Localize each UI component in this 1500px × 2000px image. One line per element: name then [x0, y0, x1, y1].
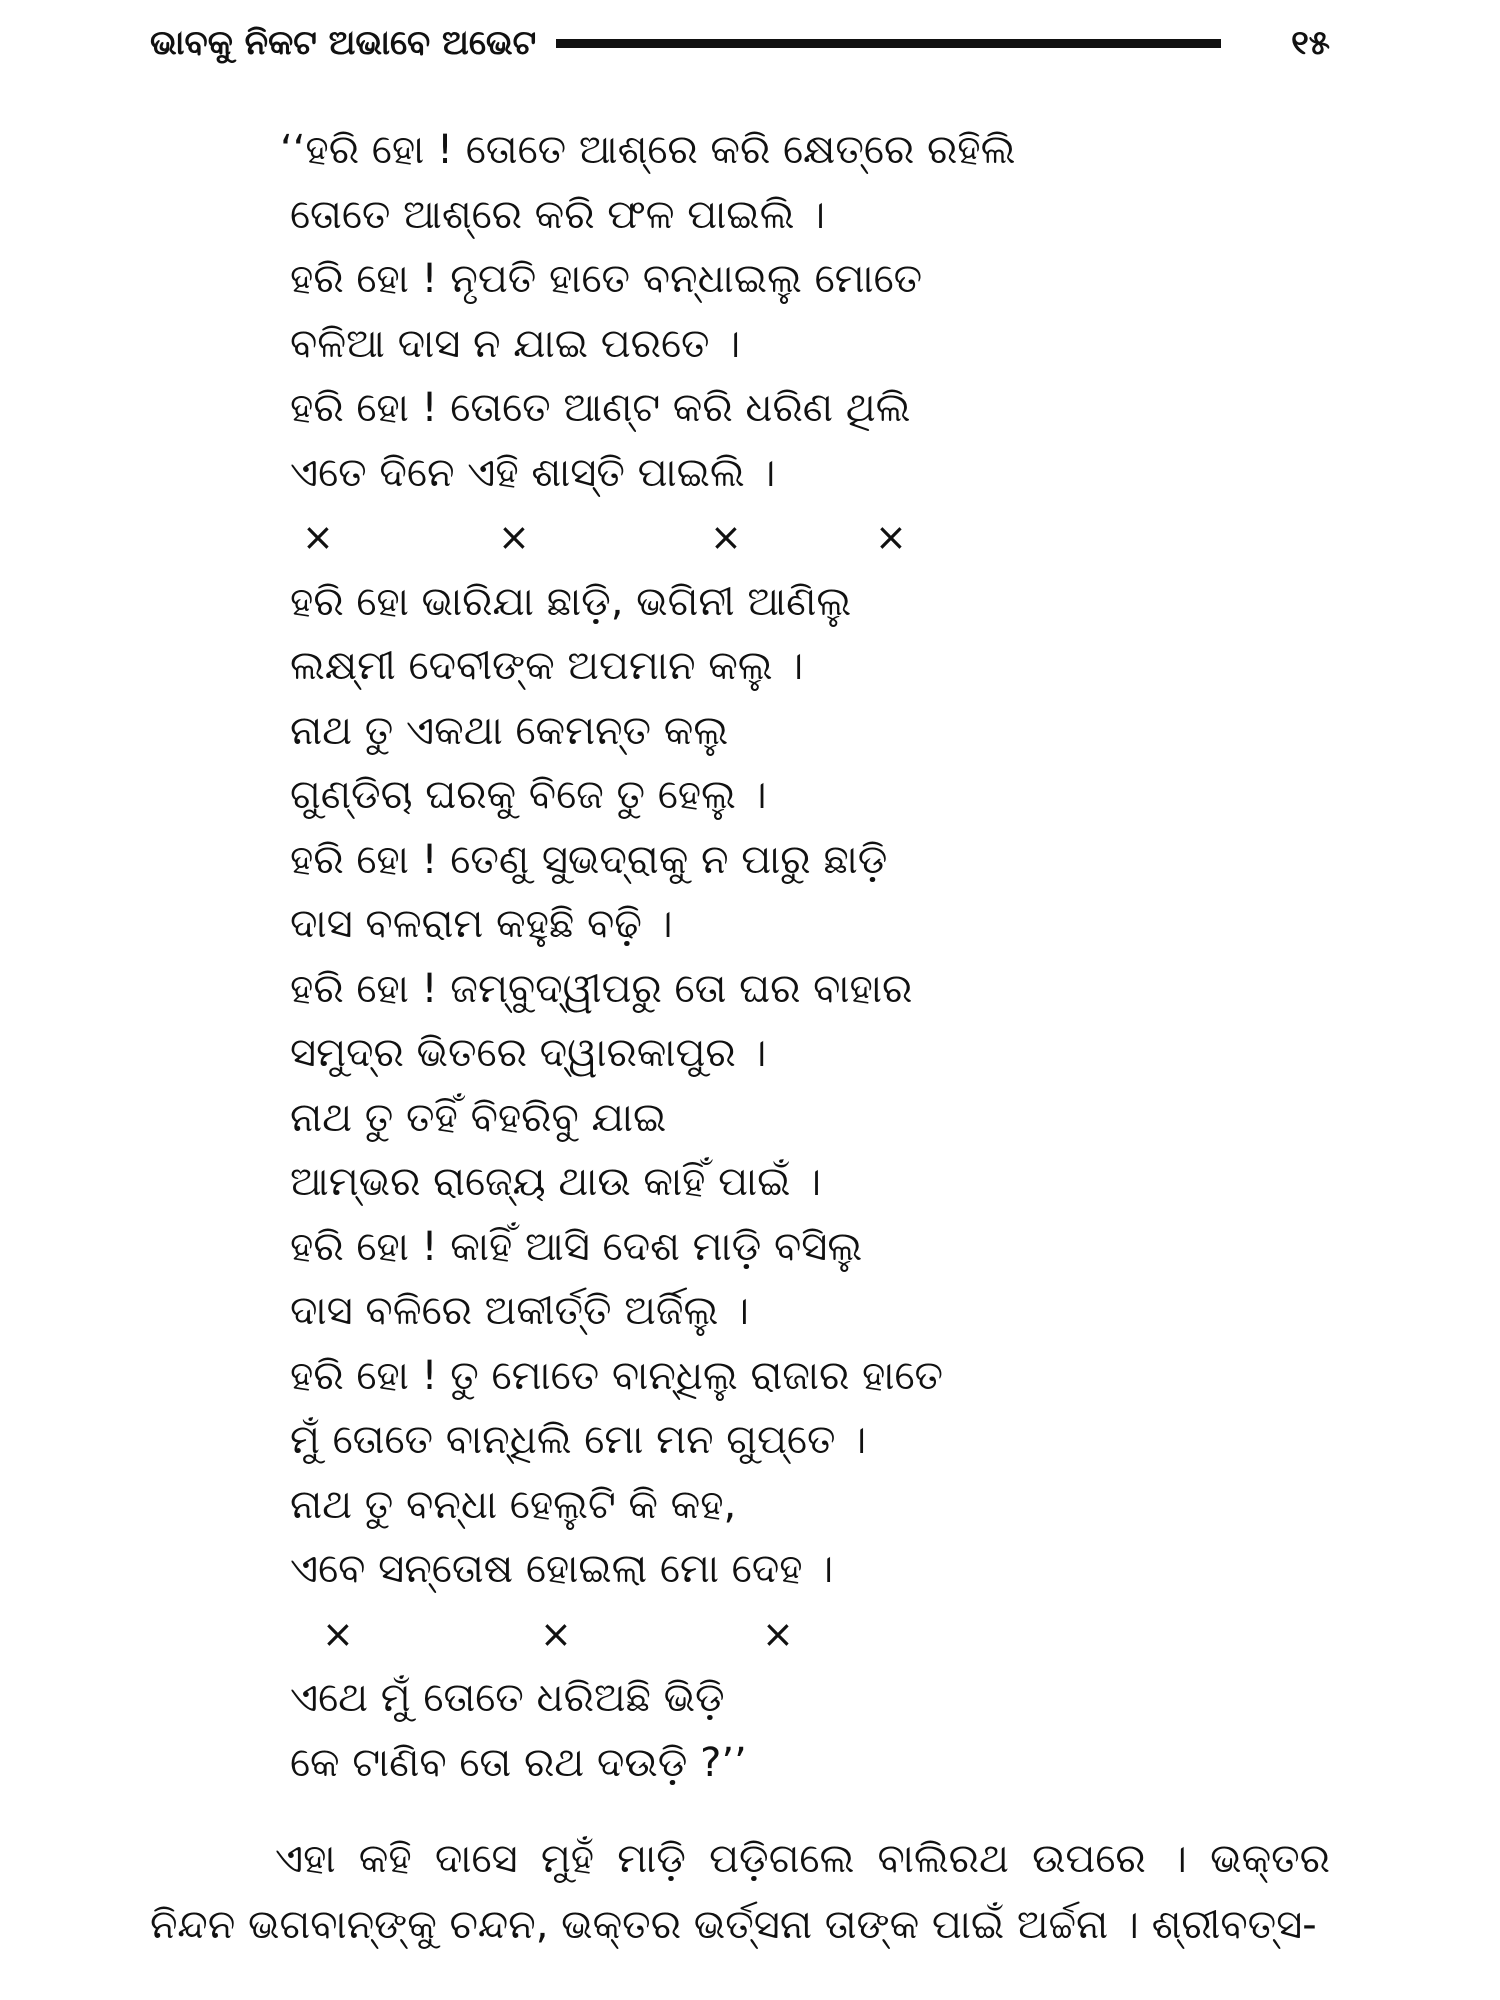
verse-line: ହରି ହୋ ଭାରିଯା ଛାଡ଼ି, ଭଗିନୀ ଆଣିଲୁ: [290, 578, 852, 625]
verse-line: ଏଥେ ମୁଁ ତୋତେ ଧରିଅଛି ଭିଡ଼ି: [290, 1675, 725, 1721]
separator-mark: ×: [322, 1611, 354, 1656]
verse-line: ନାଥ ତୁ ଏକଥା କେମନ୍ତ କଲୁ: [290, 707, 729, 754]
verse-line: ଲକ୍ଷ୍ମୀ ଦେବୀଙ୍କ ଅପମାନ କଲୁ ।: [290, 643, 804, 689]
verse-line: ନାଥ ତୁ ବନ୍ଧା ହେଲୁଟି କି କହ,: [290, 1481, 737, 1528]
poem: [280, 118, 1190, 1795]
verse-line: ହରି ହୋ ! ତେଣୁ ସୁଭଦ୍ରାକୁ ନ ପାରୁ ଛାଡ଼ି: [290, 836, 888, 883]
separator-mark: ×: [710, 515, 742, 559]
verse-line: ଗୁଣ୍ଡିଚା ଘରକୁ ବିଜେ ତୁ ହେଲୁ ।: [290, 772, 767, 818]
verse-line: ହରି ହୋ ! ତୋତେ ଆଣ୍ଟ କରି ଧରିଣ ଥିଲି: [290, 385, 911, 431]
verse-line: ହରି ହୋ ! ଜମ୍ବୁଦ୍ୱୀପରୁ ତୋ ଘର ବାହାର: [290, 965, 913, 1012]
verse-line: ତୋତେ ଆଶ୍ରେ କରି ଫଳ ପାଇଲି ।: [290, 191, 826, 238]
verse-line: ହରି ହୋ ! କାହିଁ ଆସି ଦେଶ ମାଡ଼ି ବସିଲୁ: [290, 1223, 863, 1270]
verse-line: ଆମ୍ଭର ରାଜ୍ୟେ ଥାଉ କାହିଁ ପାଇଁ ।: [290, 1159, 822, 1205]
prose-paragraph: ଏହା କହି ଦାସେ ମୁହଁ ମାଡ଼ି ପଡ଼ିଗଲେ ବାଲିରଥ ଉପରେ । ଭକ୍ତର ନିନ୍ଦନ ଭଗବାନ୍‌ଙ୍କୁ ଚନ୍ଦନ, ଭକ୍ତର ଭର୍ତ୍ସନା ତାଙ୍କ ପାଇଁ ଅର୍ଚ୍ଚନା । ଶ୍ରୀବତ୍ସ-: [150, 1836, 1330, 1948]
verse-line: ଦାସ ବଳିରେ ଅକୀର୍ତ୍ତି ଅର୍ଜିଲୁ ।: [290, 1288, 749, 1334]
separator-mark: ×: [302, 515, 334, 559]
verse-line: ଦାସ ବଳରାମ କହୁଛି ବଢ଼ି ।: [290, 901, 673, 947]
separator-mark: ×: [875, 515, 907, 559]
running-header: [150, 18, 1330, 68]
verse-line: ହରି ହୋ ! ତୁ ମୋତେ ବାନ୍ଧିଲୁ ରାଜାର ହାତେ: [290, 1352, 944, 1399]
verse-line: ଏବେ ସନ୍ତୋଷ ହୋଇଲା ମୋ ଦେହ ।: [290, 1546, 834, 1592]
header-rule: [556, 39, 1221, 48]
verse-line: ‘‘ହରି ହୋ ! ତୋତେ ଆଶ୍ରେ କରି କ୍ଷେତ୍ରେ ରହିଲି: [280, 127, 1016, 173]
verse-line: ବଳିଆ ଦାସ ନ ଯାଇ ପରତେ ।: [290, 320, 741, 367]
verse-line: ନାଥ ତୁ ତହିଁ ବିହରିବୁ ଯାଇ: [290, 1094, 667, 1141]
page-number: ୧୫: [1291, 23, 1330, 63]
verse-line: ମୁଁ ତୋତେ ବାନ୍ଧିଲି ମୋ ମନ ଗୁପ୍ତେ ।: [290, 1417, 867, 1463]
stanza-separator: [290, 505, 1190, 570]
separator-mark: ×: [498, 515, 530, 559]
separator-mark: ×: [762, 1611, 794, 1656]
verse-line: ହରି ହୋ ! ନୃପତି ହାତେ ବନ୍ଧାଇଲୁ ମୋତେ: [290, 256, 923, 302]
stanza-separator: [290, 1602, 1190, 1667]
verse-line: ସମୁଦ୍ର ଭିତରେ ଦ୍ୱାରକାପୁର ।: [290, 1030, 767, 1076]
running-title: ଭାବକୁ ନିକଟ ଅଭାବେ ଅଭେଟ: [150, 23, 537, 63]
verse-line: କେ ଟାଣିବ ତୋ ରଥ ଦଉଡ଼ି ?’’: [290, 1739, 747, 1786]
separator-mark: ×: [540, 1611, 572, 1656]
verse-line: ଏତେ ଦିନେ ଏହି ଶାସ୍ତି ପାଇଲି ।: [290, 449, 776, 496]
